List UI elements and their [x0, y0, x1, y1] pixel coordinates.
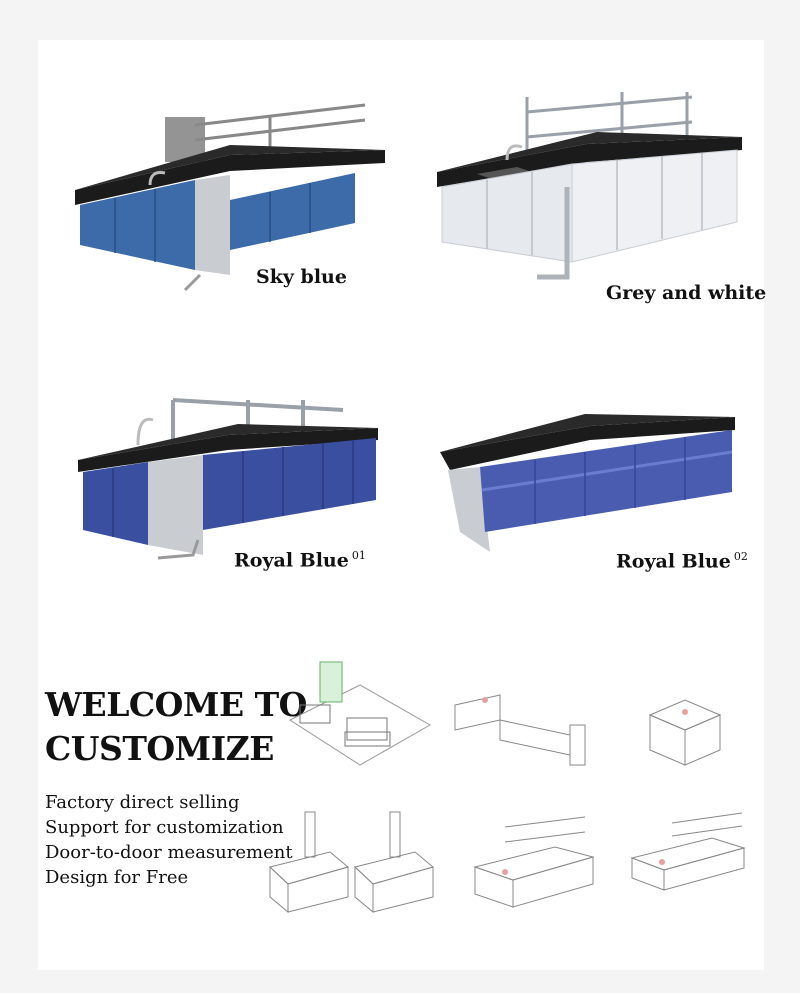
layout-drawing-room-plan: [285, 650, 435, 780]
headline-line-1: WELCOME TO: [45, 685, 307, 724]
royal-blue-01-bench-image: [78, 400, 388, 570]
headline-line-2: CUSTOMIZE: [45, 729, 274, 768]
layout-drawing-wall-bench: [632, 808, 747, 893]
product-caption: Royal Blue $^{02}$: [616, 550, 748, 573]
layout-drawing-shelf-bench: [475, 812, 595, 912]
layout-drawing-l-bench: [455, 685, 590, 785]
product-caption: Sky blue: [256, 266, 347, 288]
feature-item: Door-to-door measurement: [45, 842, 293, 863]
grey-white-bench-image: [437, 92, 767, 287]
feature-item: Factory direct selling: [45, 792, 240, 813]
product-caption: Grey and white: [606, 282, 767, 304]
royal-blue-02-bench-image: [440, 412, 740, 562]
layout-drawing-fume-bench-a: [270, 812, 350, 917]
feature-list: [45, 790, 293, 890]
product-caption: Royal Blue $^{01}$: [234, 549, 366, 572]
promo-headline: [45, 683, 307, 771]
layout-drawing-fume-bench-b: [355, 812, 435, 917]
feature-item: Support for customization: [45, 817, 284, 838]
feature-item: Design for Free: [45, 867, 189, 888]
layout-drawing-island: [645, 690, 725, 775]
